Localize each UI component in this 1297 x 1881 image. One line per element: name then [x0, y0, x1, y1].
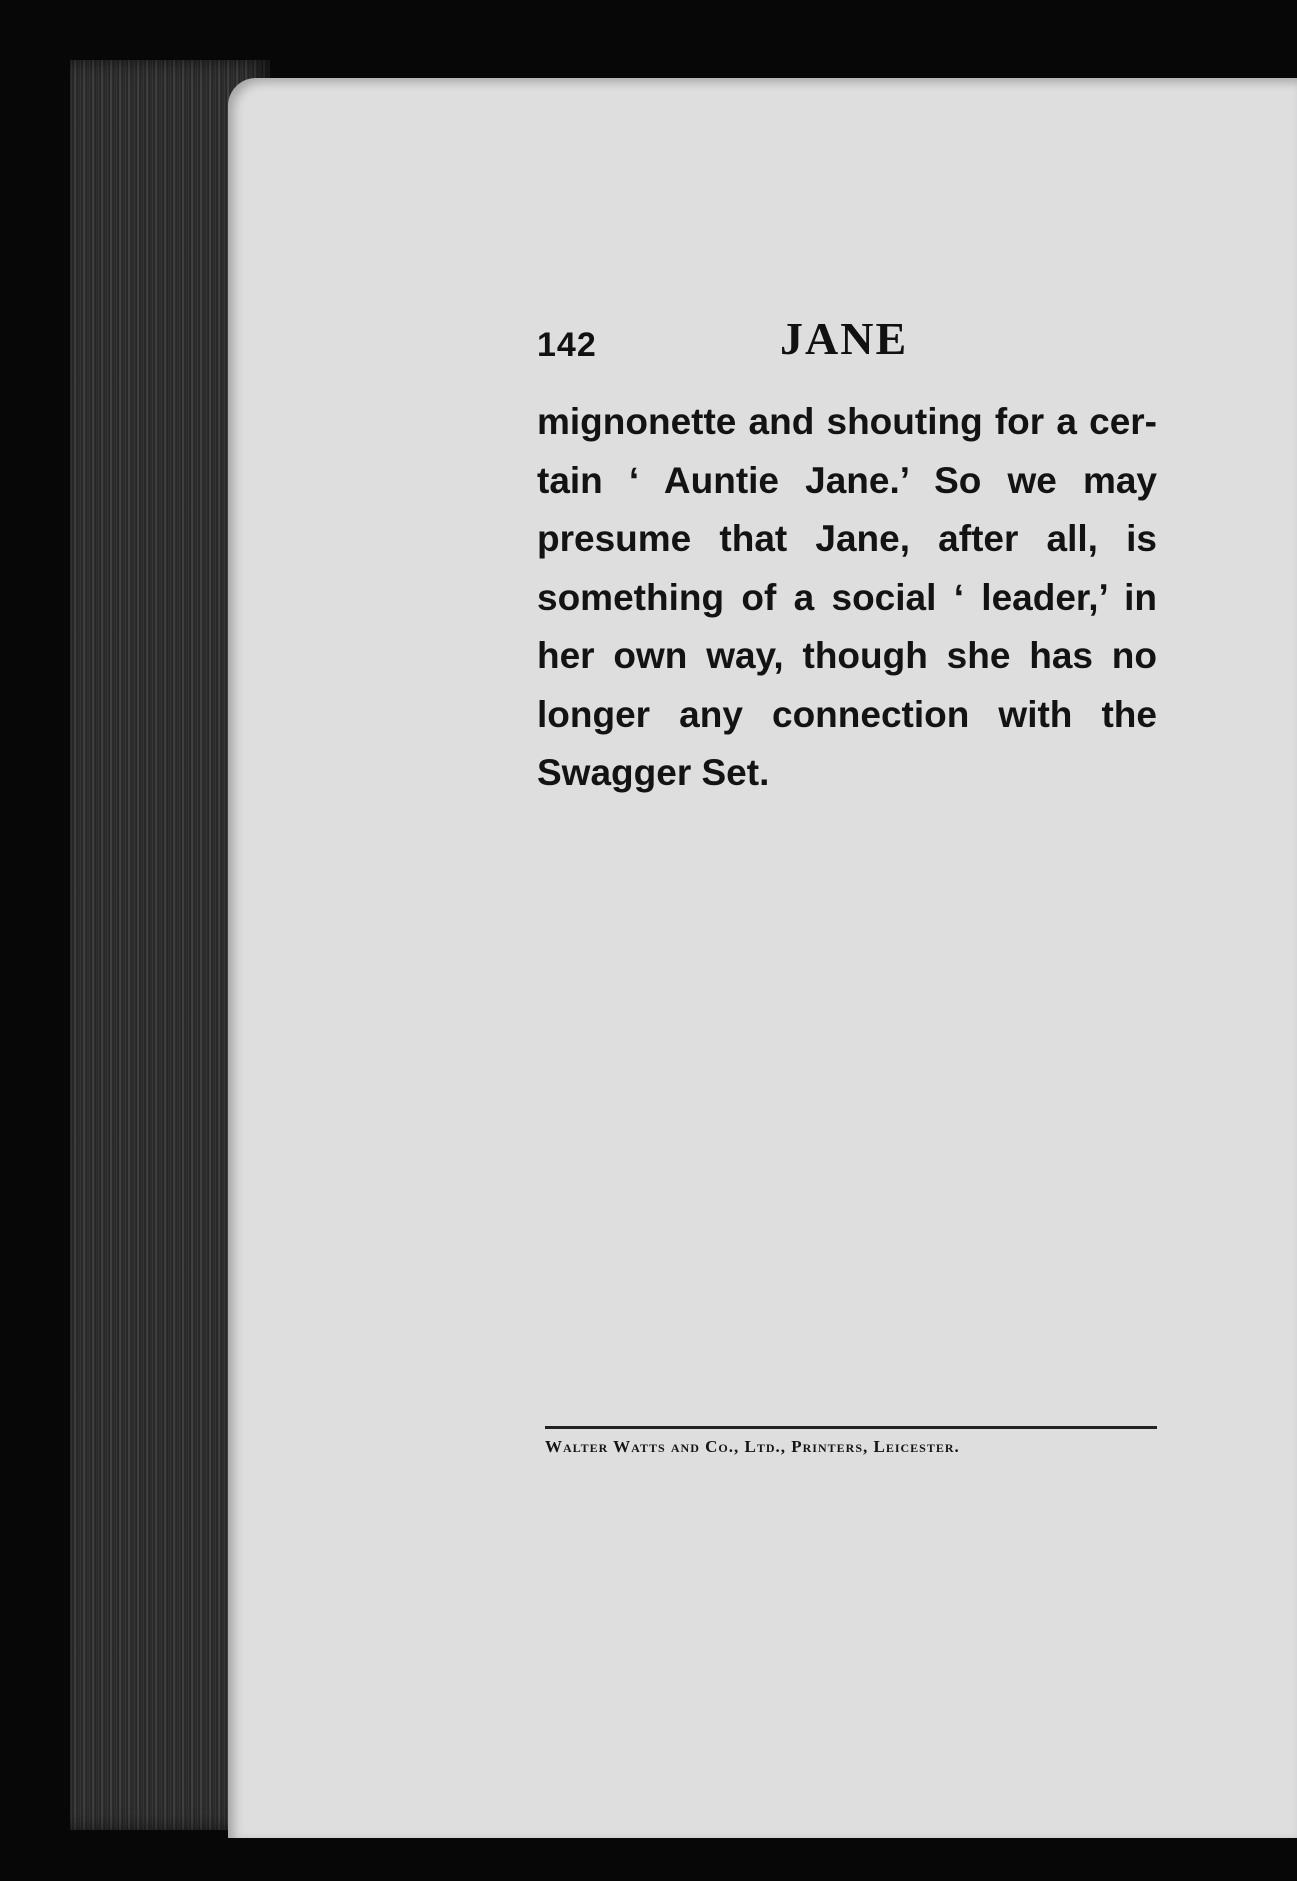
printer-rule — [545, 1426, 1157, 1429]
text-line: her own way, though she has no — [537, 635, 1157, 676]
running-title: JANE — [780, 313, 909, 364]
text-line: presume that Jane, after all, is — [537, 518, 1157, 559]
text-line: longer any connection with the — [537, 693, 1157, 735]
printer-imprint: Walter Watts and Co., Ltd., Printers, Leicester. — [545, 1437, 960, 1456]
text-line: mignonette and shouting for a cer- — [537, 401, 1157, 442]
body-paragraph — [537, 393, 1157, 803]
text-line: Swagger Set. — [537, 752, 770, 793]
text-line: tain ‘ Auntie Jane.’ So we may — [537, 459, 1157, 501]
text-line: something of a social ‘ leader,’ in — [537, 576, 1157, 618]
page-number: 142 — [537, 326, 597, 364]
running-head — [537, 312, 1037, 372]
